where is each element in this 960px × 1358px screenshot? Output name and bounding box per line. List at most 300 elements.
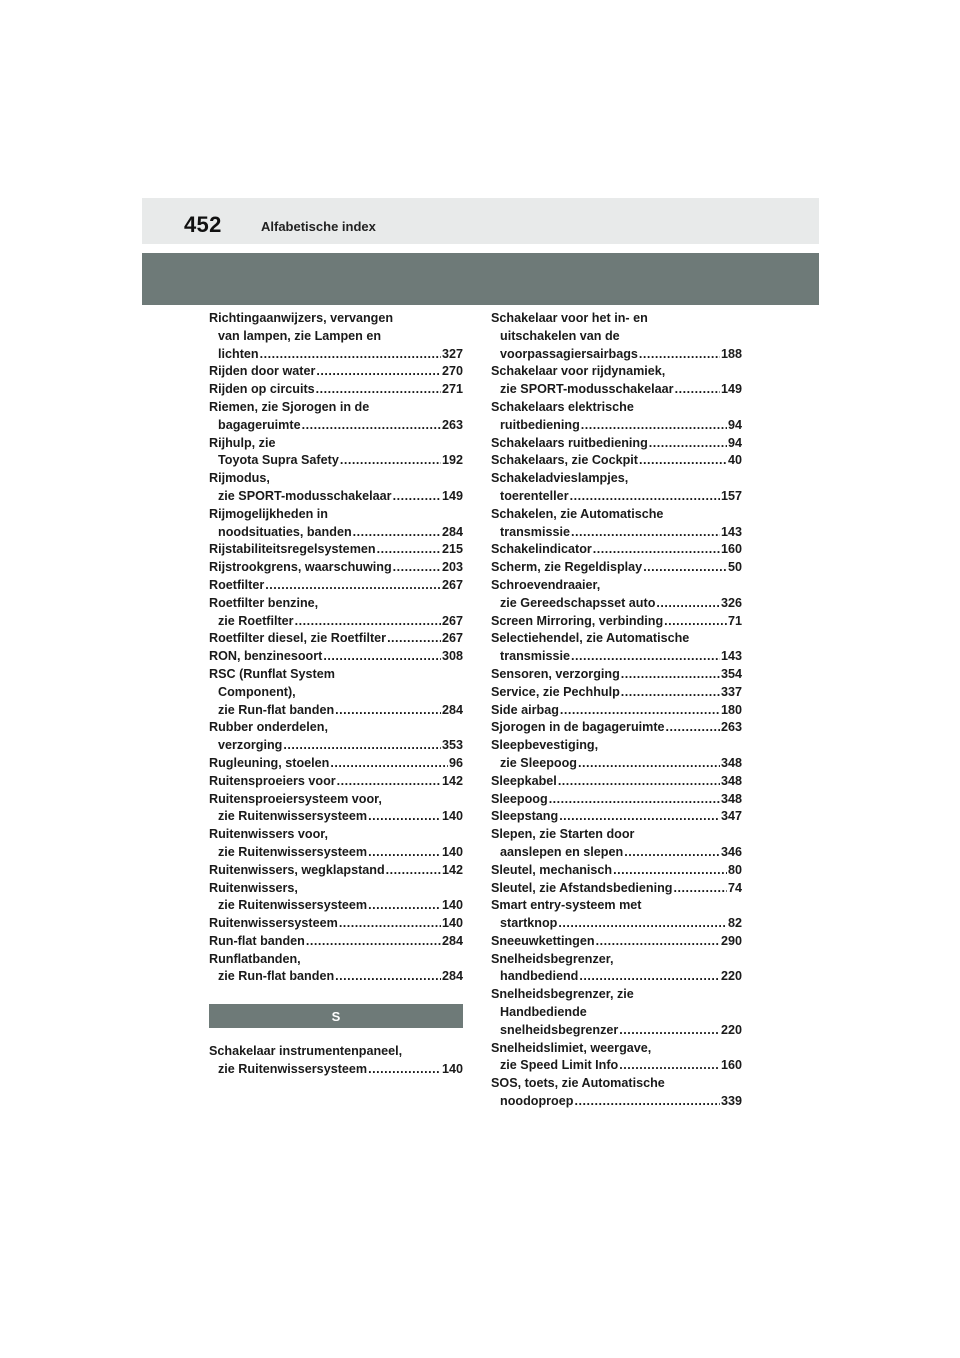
index-entry-page[interactable]: 284 [441, 969, 463, 984]
index-entry [491, 630, 742, 666]
index-entry-term: Sneeuwkettingen [491, 933, 595, 948]
index-entry [209, 773, 463, 791]
index-entry [209, 648, 463, 666]
header-bar [142, 198, 819, 244]
index-entry-page[interactable]: 96 [448, 755, 463, 770]
leader-dots [558, 773, 720, 791]
index-entry [209, 915, 463, 933]
index-entry [209, 951, 463, 987]
index-entry-page[interactable]: 308 [441, 649, 463, 664]
index-entry [491, 808, 742, 826]
index-entry-page[interactable]: 284 [441, 524, 463, 539]
index-entry [491, 541, 742, 559]
index-entry-page[interactable]: 346 [720, 844, 742, 859]
index-entry-page[interactable]: 142 [441, 862, 463, 877]
index-entry-term: startknop [500, 916, 558, 931]
index-entry-page-line [491, 808, 742, 826]
leader-dots [368, 844, 441, 862]
index-entry [491, 452, 742, 470]
index-entry-page[interactable]: 263 [720, 720, 742, 735]
index-entry-page-line [491, 1022, 742, 1040]
index-entry-page[interactable]: 348 [720, 755, 742, 770]
index-entry-page-line [491, 541, 742, 559]
index-entry-page-line [491, 791, 742, 809]
index-entry-line: Runflatbanden, [209, 951, 301, 966]
index-entry-page-line [209, 346, 463, 364]
index-entry-term: Sleepoog [491, 791, 548, 806]
leader-dots [643, 559, 727, 577]
leader-dots [558, 915, 727, 933]
index-entry-page-line [491, 613, 742, 631]
index-entry-page[interactable]: 40 [727, 453, 742, 468]
leader-dots [337, 773, 441, 791]
index-entry [209, 933, 463, 951]
index-entry [209, 399, 463, 435]
index-entry [491, 702, 742, 720]
leader-dots [656, 595, 720, 613]
index-entry-term: handbediend [500, 969, 579, 984]
index-entry [491, 399, 742, 435]
index-entry [209, 755, 463, 773]
index-column-left [209, 310, 463, 1079]
index-entry-page[interactable]: 326 [720, 595, 742, 610]
index-entry-term: noodoproep [500, 1094, 574, 1109]
leader-dots [613, 862, 727, 880]
index-entry-term: zie Ruitenwissersysteem [218, 844, 368, 859]
index-entry-line: Snelheidsbegrenzer, zie [491, 987, 634, 1002]
leader-dots [302, 417, 441, 435]
index-entry [491, 773, 742, 791]
leader-dots [560, 702, 720, 720]
leader-dots [649, 435, 727, 453]
index-entry-page-line [209, 452, 463, 470]
leader-dots [621, 684, 720, 702]
index-entry-term: Rijden door water [209, 364, 316, 379]
index-entry-page-line [491, 381, 742, 399]
leader-dots [664, 613, 727, 631]
index-entry-page-line [209, 844, 463, 862]
index-entry [491, 310, 742, 363]
index-entry-page-line [491, 915, 742, 933]
index-entry-page-line [209, 381, 463, 399]
index-entry-line: Rubber onderdelen, [209, 720, 328, 735]
index-entry-page-line [491, 844, 742, 862]
section-title: Alfabetische index [261, 219, 376, 234]
index-entry [209, 862, 463, 880]
index-entry-page-line [491, 417, 742, 435]
index-entry [491, 363, 742, 399]
index-entry-term: transmissie [500, 649, 571, 664]
index-entry-page[interactable]: 143 [720, 649, 742, 664]
index-entry-term: zie Sleepoog [500, 755, 577, 770]
leader-dots [306, 933, 441, 951]
index-entry-line: Schakelen, zie Automatische [491, 506, 664, 521]
index-entry [491, 951, 742, 987]
index-entry-page[interactable]: 140 [441, 898, 463, 913]
index-column-right [491, 310, 742, 1111]
leader-dots [323, 648, 441, 666]
index-entry-page[interactable]: 94 [727, 435, 742, 450]
index-entry-line: SOS, toets, zie Automatische [491, 1076, 665, 1091]
index-entry-page[interactable]: 267 [441, 577, 463, 592]
index-entry-page[interactable]: 267 [441, 613, 463, 628]
leader-dots [393, 559, 441, 577]
index-entry-term: Sleutel, zie Afstandsbediening [491, 880, 673, 895]
index-entry-line: Handbediende [500, 1005, 587, 1020]
index-entry-page[interactable]: 142 [441, 773, 463, 788]
leader-dots [368, 808, 441, 826]
index-entry-term: zie Ruitenwissersysteem [218, 1062, 368, 1077]
index-entry-page-line [209, 363, 463, 381]
index-entry-line: Ruitenwissers, [209, 880, 298, 895]
index-entry-term: Toyota Supra Safety [218, 453, 339, 468]
index-entry-page[interactable]: 188 [720, 346, 742, 361]
index-entry-term: Scherm, zie Regeldisplay [491, 560, 643, 575]
leader-dots [335, 968, 441, 986]
index-entry-term: Sjorogen in de bagageruimte [491, 720, 665, 735]
index-entry [491, 791, 742, 809]
index-entry-page[interactable]: 220 [720, 969, 742, 984]
index-entry-page-line [209, 630, 463, 648]
index-entry-term: Sleutel, mechanisch [491, 862, 613, 877]
index-entry-page-line [209, 755, 463, 773]
index-entry-page[interactable]: 149 [720, 382, 742, 397]
index-entry-line: Sleepbevestiging, [491, 738, 599, 753]
index-entry-page[interactable]: 192 [441, 453, 463, 468]
index-entry [209, 791, 463, 827]
index-entry-page-line [491, 773, 742, 791]
index-entry-page-line [209, 417, 463, 435]
index-entry-page[interactable]: 80 [727, 862, 742, 877]
index-entry-page-line [491, 862, 742, 880]
index-entry-term: Side airbag [491, 702, 559, 717]
index-entry-term: ruitbediening [500, 417, 580, 432]
index-entry-page[interactable]: 339 [720, 1094, 742, 1109]
index-entry [491, 986, 742, 1039]
leader-dots [353, 524, 441, 542]
index-entry-term: lichten [218, 346, 259, 361]
index-entry-page-line [209, 933, 463, 951]
index-entry-page[interactable]: 140 [441, 809, 463, 824]
index-entry [491, 613, 742, 631]
index-entry-page-line [491, 452, 742, 470]
index-entry-page-line [209, 773, 463, 791]
leader-dots [673, 880, 727, 898]
index-entry-page-line [209, 1061, 463, 1079]
index-entry-term: Ruitenwissers, wegklapstand [209, 862, 385, 877]
index-entry-page[interactable]: 160 [720, 1058, 742, 1073]
index-entry [209, 310, 463, 363]
index-entry-page-line [209, 862, 463, 880]
index-entry-page-line [491, 346, 742, 364]
index-entry-page[interactable]: 348 [720, 773, 742, 788]
index-entry-page[interactable]: 74 [727, 880, 742, 895]
index-entry-page[interactable]: 157 [720, 488, 742, 503]
index-entry-term: Roetfilter [209, 577, 265, 592]
leader-dots [559, 808, 720, 826]
index-entry-line: van lampen, zie Lampen en [218, 328, 382, 343]
leader-dots [574, 1093, 720, 1111]
index-entry-page[interactable]: 140 [441, 1062, 463, 1077]
index-entry-page-line [491, 684, 742, 702]
index-entry-term: Service, zie Pechhulp [491, 684, 620, 699]
index-entry-page[interactable]: 140 [441, 844, 463, 859]
index-entry-page-line [491, 524, 742, 542]
leader-dots [283, 737, 441, 755]
index-entry-page-line [491, 1093, 742, 1111]
index-entry [491, 880, 742, 898]
index-entry [491, 862, 742, 880]
index-entry-page-line [209, 648, 463, 666]
index-entry-page-line [209, 524, 463, 542]
leader-dots [386, 862, 441, 880]
index-entry-term: Schakelaars ruitbediening [491, 435, 648, 450]
index-entry-page-line [491, 933, 742, 951]
index-entry-line: Rijhulp, zie [209, 435, 276, 450]
index-entry [491, 559, 742, 577]
index-entry-page[interactable]: 82 [727, 916, 742, 931]
leader-dots [578, 755, 720, 773]
index-entry-page[interactable]: 284 [441, 933, 463, 948]
index-entry-term: Roetfilter diesel, zie Roetfilter [209, 631, 387, 646]
leader-dots [639, 452, 727, 470]
leader-dots [335, 702, 441, 720]
index-entry-term: Run-flat banden [209, 933, 305, 948]
index-entry-page[interactable]: 271 [441, 382, 463, 397]
index-entry-page[interactable]: 284 [441, 702, 463, 717]
index-entry [209, 1043, 463, 1079]
leader-dots [675, 381, 720, 399]
index-entry-page-line [491, 968, 742, 986]
leader-dots [339, 915, 441, 933]
index-entry-page-line [209, 488, 463, 506]
index-entry [209, 363, 463, 381]
index-entry [209, 435, 463, 471]
header-band [142, 253, 819, 305]
index-entry [209, 381, 463, 399]
leader-dots [260, 346, 441, 364]
leader-dots [570, 488, 720, 506]
index-entry-term: Rijden op circuits [209, 382, 315, 397]
index-entry-page-line [209, 541, 463, 559]
index-entry-line: Ruitensproeiersysteem voor, [209, 791, 382, 806]
page-number: 452 [184, 212, 222, 237]
index-entry-line: Snelheidsbegrenzer, [491, 951, 614, 966]
leader-dots [387, 630, 441, 648]
leader-dots [666, 719, 720, 737]
index-entry [491, 435, 742, 453]
index-entry-line: uitschakelen van de [500, 328, 620, 343]
index-entry-page-line [491, 435, 742, 453]
index-entry-page-line [491, 719, 742, 737]
index-entry-page-line [491, 488, 742, 506]
index-entry [491, 577, 742, 613]
index-entry-line: Ruitenwissers voor, [209, 827, 328, 842]
index-entry-page-line [209, 808, 463, 826]
leader-dots [579, 968, 720, 986]
index-entry-page[interactable]: 149 [441, 488, 463, 503]
index-entry-page[interactable]: 348 [720, 791, 742, 806]
index-entry [209, 630, 463, 648]
index-entry-page[interactable]: 215 [441, 542, 463, 557]
index-entry-line: Selectiehendel, zie Automatische [491, 631, 690, 646]
index-entry-term: zie Run-flat banden [218, 702, 335, 717]
index-entry-page[interactable]: 160 [720, 542, 742, 557]
leader-dots [596, 933, 720, 951]
index-entry-page[interactable]: 143 [720, 524, 742, 539]
index-entry-term: Rugleuning, stoelen [209, 755, 330, 770]
index-entry-line: Schakelaar voor het in- en [491, 311, 648, 325]
leader-dots [621, 666, 720, 684]
index-entry-term: Sleepkabel [491, 773, 557, 788]
index-entry-line: Rijmodus, [209, 471, 270, 486]
index-entry-term: zie Gereedschapsset auto [500, 595, 656, 610]
index-entry-term: Rijstabiliteitsregelsystemen [209, 542, 376, 557]
index-entry-page-line [491, 559, 742, 577]
index-entry [209, 559, 463, 577]
index-entry [491, 1040, 742, 1076]
index-entry-page-line [491, 648, 742, 666]
index-entry [491, 933, 742, 951]
index-entry-page-line [209, 915, 463, 933]
index-entry-term: zie Speed Limit Info [500, 1058, 619, 1073]
index-entry [209, 719, 463, 755]
index-entry [209, 470, 463, 506]
leader-dots [571, 648, 720, 666]
index-entry-page[interactable]: 220 [720, 1022, 742, 1037]
leader-dots [265, 577, 441, 595]
index-entry [491, 684, 742, 702]
index-entry-page[interactable]: 270 [441, 364, 463, 379]
index-entry-line: Schakelaars elektrische [491, 399, 634, 414]
index-entry-page[interactable]: 94 [727, 417, 742, 432]
index-entry-page[interactable]: 140 [441, 916, 463, 931]
index-entry-page[interactable]: 353 [441, 738, 463, 753]
index-entry-term: zie SPORT-modusschakelaar [500, 382, 674, 397]
index-entry-line: RSC (Runflat System [209, 666, 335, 681]
index-entry-term: Rijstrookgrens, waarschuwing [209, 560, 392, 575]
index-entry-page-line [209, 559, 463, 577]
index-entry [209, 880, 463, 916]
index-entry-page[interactable]: 71 [727, 613, 742, 628]
leader-dots [571, 524, 720, 542]
index-entry [491, 1075, 742, 1111]
index-entry-page[interactable]: 50 [727, 560, 742, 575]
index-entry-line: Slepen, zie Starten door [491, 827, 635, 842]
leader-dots [619, 1022, 720, 1040]
index-entry-page[interactable]: 337 [720, 684, 742, 699]
leader-dots [330, 755, 448, 773]
index-entry-page-line [491, 702, 742, 720]
index-entry-page-line [491, 666, 742, 684]
index-entry-line: Schroevendraaier, [491, 577, 601, 592]
index-entry-line: Roetfilter benzine, [209, 595, 319, 610]
index-entry-line: Smart entry-systeem met [491, 898, 642, 913]
leader-dots [619, 1057, 720, 1075]
index-entry-page[interactable]: 180 [720, 702, 742, 717]
leader-dots [581, 417, 727, 435]
index-entry-term: bagageruimte [218, 417, 301, 432]
leader-dots [549, 791, 720, 809]
leader-dots [368, 1061, 441, 1079]
index-entry-page-line [209, 968, 463, 986]
index-entry [209, 506, 463, 542]
index-entry [209, 666, 463, 719]
index-entry-term: zie Ruitenwissersysteem [218, 898, 368, 913]
index-entry-term: noodsituaties, banden [218, 524, 352, 539]
index-entry-term: verzorging [218, 738, 283, 753]
index-entry-page-line [209, 897, 463, 915]
index-entry-term: RON, benzinesoort [209, 649, 323, 664]
index-entry-page[interactable]: 327 [441, 346, 463, 361]
index-entry-page[interactable]: 263 [441, 417, 463, 432]
leader-dots [593, 541, 720, 559]
index-entry-page-line [209, 577, 463, 595]
leader-dots [624, 844, 720, 862]
index-entry-page[interactable]: 347 [720, 809, 742, 824]
index-entry-term: Screen Mirroring, verbinding [491, 613, 664, 628]
leader-dots [368, 897, 441, 915]
index-entry-page-line [209, 737, 463, 755]
index-entries-r [209, 310, 463, 986]
index-entry-page[interactable]: 290 [720, 933, 742, 948]
index-entry-page-line [209, 702, 463, 720]
index-entry-page-line [491, 755, 742, 773]
leader-dots [639, 346, 720, 364]
index-entry-page[interactable]: 203 [441, 560, 463, 575]
index-entry [209, 826, 463, 862]
index-entry-line: Snelheidslimiet, weergave, [491, 1040, 652, 1055]
index-entry [209, 577, 463, 595]
letter-heading: S [209, 1004, 463, 1028]
index-entry-page[interactable]: 354 [720, 666, 742, 681]
index-entry-term: Ruitensproeiers voor [209, 773, 336, 788]
index-entry-term: Sleepstang [491, 809, 559, 824]
leader-dots [377, 541, 441, 559]
index-entry-term: Sensoren, verzorging [491, 666, 620, 681]
leader-dots [316, 363, 441, 381]
index-entry-page-line [491, 1057, 742, 1075]
index-entry-page[interactable]: 267 [441, 631, 463, 646]
index-entry-page-line [491, 880, 742, 898]
index-entry-term: voorpassagiersairbags [500, 346, 638, 361]
index-entries-s-start [209, 1043, 463, 1079]
index-entry [491, 897, 742, 933]
index-entry-term: Schakelindicator [491, 542, 592, 557]
index-entry-term: snelheidsbegrenzer [500, 1022, 619, 1037]
index-entry [491, 719, 742, 737]
index-entry-line: Schakelaar instrumentenpaneel, [209, 1044, 403, 1059]
index-entry [491, 737, 742, 773]
index-entry [209, 595, 463, 631]
index-entry-term: Ruitenwissersysteem [209, 916, 338, 931]
leader-dots [340, 452, 441, 470]
index-entry-line: Schakelaar voor rijdynamiek, [491, 364, 666, 379]
index-entry-term: zie SPORT-modusschakelaar [218, 488, 392, 503]
index-entry-term: toerenteller [500, 488, 569, 503]
index-entry-term: zie Ruitenwissersysteem [218, 809, 368, 824]
index-entry-term: Schakelaars, zie Cockpit [491, 453, 638, 468]
index-entry [209, 541, 463, 559]
index-entry-page-line [491, 595, 742, 613]
leader-dots [295, 613, 441, 631]
index-entry-term: transmissie [500, 524, 571, 539]
index-entry-page-line [209, 613, 463, 631]
index-entry [491, 506, 742, 542]
index-entry [491, 666, 742, 684]
index-entry-line: Richtingaanwijzers, vervangen [209, 311, 394, 325]
leader-dots [393, 488, 441, 506]
